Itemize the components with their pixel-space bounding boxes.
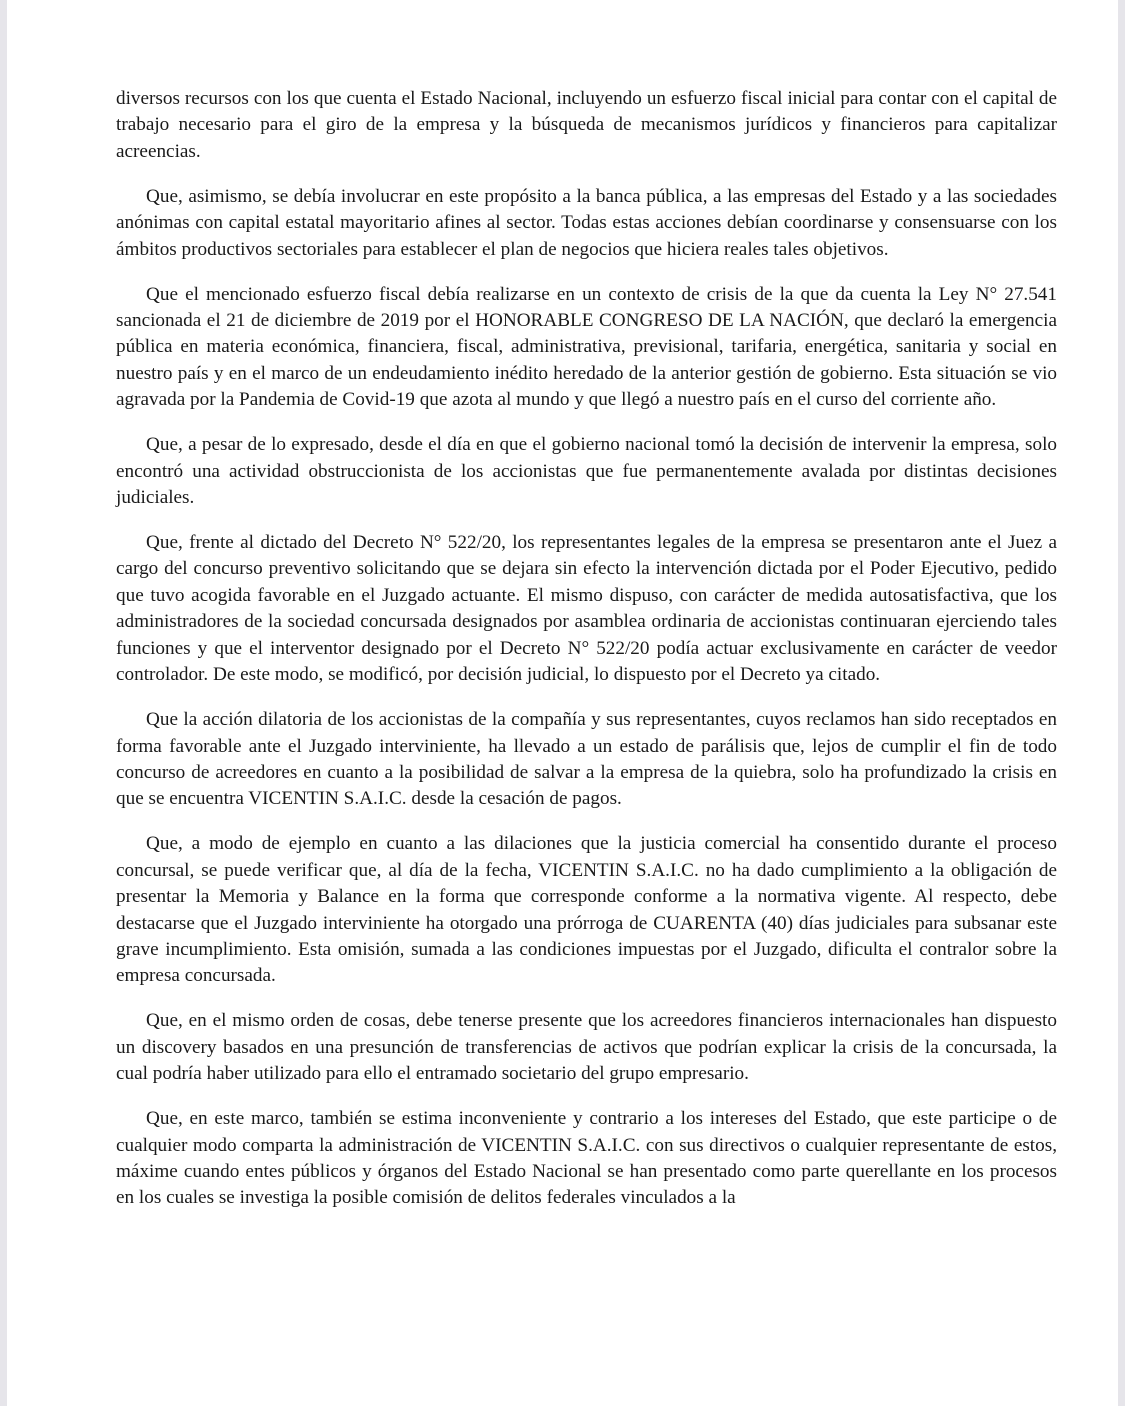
paragraph-accion-dilatoria: Que la acción dilatoria de los accionistas de la compañía y sus representantes, cuyos reclamos han sido receptados en forma favorable ante el Juzgado interviniente, ha llevado a un estado de parálisis que, lejos de cumplir el fin de todo concurso de acreedores en cuanto a la posibilidad de salvar a la empresa de la quiebra, solo ha profundizado la crisis en que se encuentra VICENTIN S.A.I.C. desde la cesación de pagos. [116,709,1057,810]
paragraph-banca-publica: Que, asimismo, se debía involucrar en este propósito a la banca pública, a las empresas del Estado y a las sociedades anónimas con capital estatal mayoritario afines al sector. Todas estas acciones debían coordinarse y consensuarse con los ámbitos productivos sectoriales para establecer el plan de negocios que hiciera reales tales objetivos. [116,185,1057,260]
paragraph-discovery: Que, en el mismo orden de cosas, debe tenerse presente que los acreedores financieros internacionales han dispuesto un discovery basados en una presunción de transferencias de activos que podrían explicar la crisis de la concursada, la cual podría haber utilizado para ello el entramado societario del grupo empresario. [116,1010,1057,1085]
paragraph-actividad-obstruccionista: Que, a pesar de lo expresado, desde el día en que el gobierno nacional tomó la decisión de intervenir la empresa, solo encontró una actividad obstruccionista de los accionistas que fue permanentemente avalada por distintas decisiones judiciales. [116,434,1057,509]
paragraph-esfuerzo-fiscal: Que el mencionado esfuerzo fiscal debía realizarse en un contexto de crisis de la que da cuenta la Ley N° 27.541 sancionada el 21 de diciembre de 2019 por el HONORABLE CONGRESO DE LA NACIÓN, que declaró la emergencia pública en materia económica, financiera, fiscal, administrativa, previsional, tarifaria, energética, sanitaria y social en nuestro país y en el marco de un endeudamiento inédito heredado de la anterior gestión de gobierno. Esta situación se vio agravada por la Pandemia de Covid-19 que azota al mundo y que llegó a nuestro país en el curso del corriente año. [116,283,1057,411]
document-body [116,86,1057,1230]
paragraph-decreto-522: Que, frente al dictado del Decreto N° 522/20, los representantes legales de la empresa se presentaron ante el Juez a cargo del concurso preventivo solicitando que se dejara sin efecto la intervención dictada por el Poder Ejecutivo, pedido que tuvo acogida favorable en el Juzgado actuante. El mismo dispuso, con carácter de medida autosatisfactiva, que los administradores de la sociedad concursada designados por asamblea ordinaria de accionistas continuaran ejerciendo tales funciones y que el interventor designado por el Decreto N° 522/20 podía actuar exclusivamente en carácter de veedor controlador. De este modo, se modificó, por decisión judicial, lo dispuesto por el Decreto ya citado. [116,532,1057,686]
paragraph-intereses-estado: Que, en este marco, también se estima inconveniente y contrario a los intereses del Estado, que este participe o de cualquier modo comparta la administración de VICENTIN S.A.I.C. con sus directivos o cualquier representante de estos, máxime cuando entes públicos y órganos del Estado Nacional se han presentado como parte querellante en los procesos en los cuales se investiga la posible comisión de delitos federales vinculados a la [116,1108,1057,1209]
document-page [7,0,1118,1406]
paragraph-memoria-balance: Que, a modo de ejemplo en cuanto a las dilaciones que la justicia comercial ha consentido durante el proceso concursal, se puede verificar que, al día de la fecha, VICENTIN S.A.I.C. no ha dado cumplimiento a la obligación de presentar la Memoria y Balance en la forma que corresponde conforme a la normativa vigente. Al respecto, debe destacarse que el Juzgado interviniente ha otorgado una prórroga de CUARENTA (40) días judiciales para subsanar este grave incumplimiento. Esta omisión, sumada a las condiciones impuestas por el Juzgado, dificulta el contralor sobre la empresa concursada. [116,833,1057,987]
paragraph-continuation: diversos recursos con los que cuenta el Estado Nacional, incluyendo un esfuerzo fiscal inicial para contar con el capital de trabajo necesario para el giro de la empresa y la búsqueda de mecanismos jurídicos y financieros para capitalizar acreencias. [116,88,1057,162]
